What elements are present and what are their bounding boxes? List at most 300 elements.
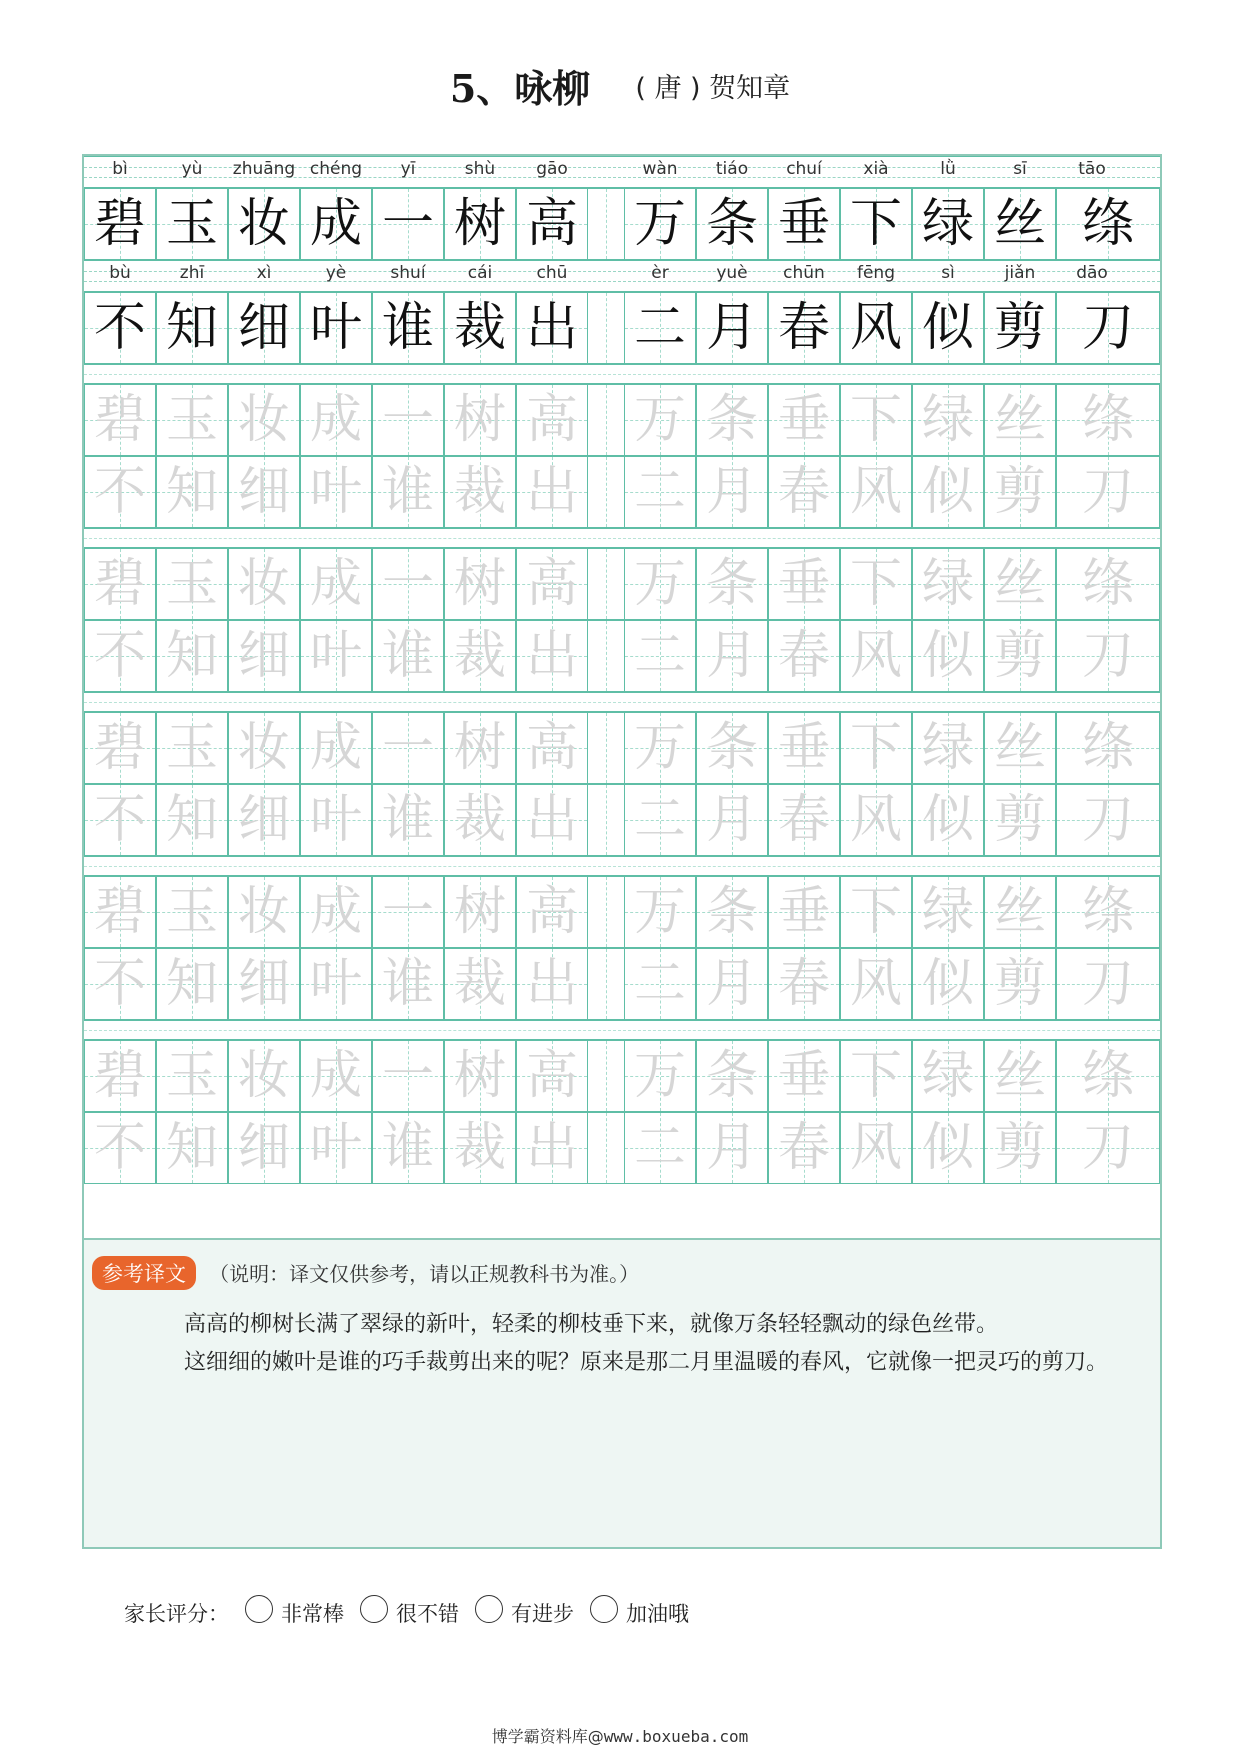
tracing-cell[interactable] [840,784,912,856]
tracing-cell[interactable] [516,876,588,948]
character-cell [444,188,516,260]
character: 二 [633,298,686,358]
character: 绦 [1081,390,1134,450]
grid-gap [588,292,624,364]
tracing-cell[interactable] [84,876,156,948]
tracing-cell[interactable] [228,384,300,456]
character: 条 [705,1046,758,1106]
character: 月 [705,626,758,686]
tracing-cell[interactable] [912,712,984,784]
character: 玉 [165,390,218,450]
grid-spacer [84,692,1160,712]
tracing-row [84,876,1160,948]
tracing-cell[interactable] [768,456,840,528]
character: 垂 [777,390,830,450]
character: 下 [849,1046,902,1106]
character: 细 [237,298,290,358]
character: 高 [525,718,578,778]
tracing-cell[interactable] [156,712,228,784]
character: 碧 [93,554,146,614]
pinyin-syllable: fēng [856,263,895,283]
tracing-cell[interactable] [84,1040,156,1112]
tracing-cell[interactable] [696,876,768,948]
tracing-cell[interactable] [984,548,1056,620]
rating-option-circle[interactable] [360,1595,388,1623]
tracing-cell[interactable] [372,548,444,620]
tracing-cell[interactable] [768,876,840,948]
tracing-cell[interactable] [840,948,912,1020]
tracing-cell[interactable] [84,620,156,692]
character: 高 [525,554,578,614]
character: 不 [93,298,146,358]
tracing-cell[interactable] [444,456,516,528]
tracing-cell[interactable] [228,548,300,620]
tracing-cell[interactable] [984,876,1056,948]
character: 似 [921,1118,974,1178]
tracing-cell[interactable] [228,1040,300,1112]
tracing-cell[interactable] [300,876,372,948]
tracing-cell[interactable] [768,548,840,620]
tracing-cell[interactable] [840,1112,912,1184]
tracing-cell[interactable] [156,948,228,1020]
character: 裁 [453,1118,506,1178]
character: 二 [633,462,686,522]
character-cell [156,188,228,260]
character: 树 [453,194,506,254]
tracing-cell[interactable] [696,548,768,620]
character: 裁 [453,954,506,1014]
tracing-cell[interactable] [984,456,1056,528]
character: 不 [93,790,146,850]
character-cell [768,188,840,260]
character-cell [912,292,984,364]
grid-gap [588,876,624,948]
character: 出 [525,954,578,1014]
character: 万 [633,718,686,778]
rating-option-label: 非常棒 [281,1602,344,1626]
grid-spacer [84,528,1160,548]
grid-gap [588,948,624,1020]
tracing-cell[interactable] [624,948,696,1020]
tracing-cell[interactable] [984,948,1056,1020]
character: 玉 [165,882,218,942]
character: 垂 [777,554,830,614]
tracing-cell[interactable] [984,712,1056,784]
tracing-cell[interactable] [912,384,984,456]
tracing-cell[interactable] [768,384,840,456]
footer-brand: 博学霸资料库@ [491,1727,604,1746]
tracing-cell[interactable] [156,784,228,856]
character: 绦 [1081,194,1134,254]
tracing-cell[interactable] [300,712,372,784]
character: 高 [525,1046,578,1106]
tracing-cell[interactable] [768,712,840,784]
character-cell [84,188,156,260]
tracing-cell[interactable] [624,784,696,856]
tracing-cell[interactable] [516,1112,588,1184]
character: 绿 [921,882,974,942]
tracing-cell[interactable] [444,784,516,856]
character: 二 [633,1118,686,1178]
character: 条 [705,554,758,614]
tracing-cell[interactable] [516,784,588,856]
character: 万 [633,1046,686,1106]
tracing-cell[interactable] [444,548,516,620]
tracing-cell[interactable] [1056,620,1160,692]
tracing-row [84,712,1160,784]
parent-rating [124,1595,689,1631]
pinyin-syllable: chuí [786,159,822,179]
character: 春 [777,790,830,850]
tracing-cell[interactable] [372,712,444,784]
tracing-cell[interactable] [624,1040,696,1112]
tracing-cell[interactable] [372,1040,444,1112]
character: 风 [849,626,902,686]
character: 下 [849,718,902,778]
character: 一 [381,194,434,254]
tracing-cell[interactable] [912,620,984,692]
tracing-cell[interactable] [840,456,912,528]
tracing-cell[interactable] [516,1040,588,1112]
character: 下 [849,554,902,614]
tracing-cell[interactable] [300,948,372,1020]
tracing-row [84,948,1160,1020]
character: 树 [453,1046,506,1106]
character: 出 [525,790,578,850]
character: 万 [633,882,686,942]
tracing-cell[interactable] [912,548,984,620]
tracing-cell[interactable] [1056,876,1160,948]
character: 树 [453,718,506,778]
poem-author: ( 唐 ) 贺知章 [635,73,791,104]
tracing-cell[interactable] [840,712,912,784]
character-cell [912,188,984,260]
pinyin-syllable: xià [863,159,889,179]
tracing-row [84,620,1160,692]
translation-paragraph-2: 这细细的嫩叶是谁的巧手裁剪出来的呢？原来是那二月里温暖的春风，它就像一把灵巧的剪刀。 [184,1350,1109,1375]
character-cell [516,292,588,364]
character: 春 [777,462,830,522]
character: 碧 [93,194,146,254]
tracing-cell[interactable] [912,1040,984,1112]
tracing-cell[interactable] [228,1112,300,1184]
character: 垂 [777,194,830,254]
character: 春 [777,954,830,1014]
tracing-cell[interactable] [624,620,696,692]
tracing-cell[interactable] [912,784,984,856]
character-cell [696,292,768,364]
tracing-row [84,1040,1160,1112]
tracing-row [84,548,1160,620]
character: 成 [309,1046,362,1106]
character: 一 [381,390,434,450]
pinyin-syllable: gāo [536,159,568,179]
poem-title: 5、咏柳 [449,66,591,111]
character: 下 [849,194,902,254]
character: 细 [237,954,290,1014]
pinyin-syllable: tiáo [715,159,749,179]
tracing-cell[interactable] [624,456,696,528]
tracing-cell[interactable] [372,948,444,1020]
tracing-cell[interactable] [912,948,984,1020]
character-cell [84,292,156,364]
character: 春 [777,626,830,686]
character: 剪 [993,298,1046,358]
character: 条 [705,390,758,450]
translation-paragraph-1: 高高的柳树长满了翠绿的新叶，轻柔的柳枝垂下来，就像万条轻轻飘动的绿色丝带。 [184,1312,999,1337]
tracing-cell[interactable] [1056,712,1160,784]
tracing-cell[interactable] [768,620,840,692]
character: 刀 [1081,954,1134,1014]
character: 裁 [453,298,506,358]
rating-option-circle[interactable] [475,1595,503,1623]
tracing-cell[interactable] [228,620,300,692]
tracing-cell[interactable] [696,384,768,456]
character: 树 [453,882,506,942]
grid-gap [588,456,624,528]
tracing-cell[interactable] [768,1040,840,1112]
tracing-cell[interactable] [768,948,840,1020]
tracing-cell[interactable] [624,712,696,784]
character: 绦 [1081,1046,1134,1106]
tracing-cell[interactable] [84,456,156,528]
tracing-cell[interactable] [984,384,1056,456]
tracing-cell[interactable] [696,948,768,1020]
tracing-cell[interactable] [696,1040,768,1112]
tracing-cell[interactable] [228,712,300,784]
character: 似 [921,298,974,358]
rating-option-circle[interactable] [590,1595,618,1623]
tracing-cell[interactable] [624,876,696,948]
footer-site: www.boxueba.com [603,1727,749,1746]
character: 叶 [309,626,362,686]
tracing-cell[interactable] [984,620,1056,692]
pinyin-syllable: tāo [1078,159,1106,179]
pinyin-syllable: bì [112,159,128,179]
tracing-cell[interactable] [696,784,768,856]
character: 一 [381,718,434,778]
tracing-cell[interactable] [516,948,588,1020]
character-cell [372,292,444,364]
rating-option-label: 很不错 [396,1602,459,1626]
character: 叶 [309,954,362,1014]
character: 叶 [309,1118,362,1178]
tracing-cell[interactable] [624,548,696,620]
poem-line-row [84,292,1160,364]
character: 月 [705,1118,758,1178]
tracing-cell[interactable] [228,948,300,1020]
character: 风 [849,790,902,850]
character: 成 [309,390,362,450]
tracing-cell[interactable] [840,548,912,620]
character: 高 [525,390,578,450]
tracing-cell[interactable] [1056,1112,1160,1184]
tracing-cell[interactable] [84,384,156,456]
character: 出 [525,298,578,358]
tracing-cell[interactable] [1056,548,1160,620]
tracing-cell[interactable] [840,1040,912,1112]
pinyin-syllable: yù [181,159,203,179]
tracing-cell[interactable] [228,876,300,948]
character: 叶 [309,790,362,850]
tracing-cell[interactable] [300,620,372,692]
tracing-cell[interactable] [84,784,156,856]
tracing-cell[interactable] [912,456,984,528]
pinyin-syllable: cái [467,263,493,283]
tracing-cell[interactable] [624,384,696,456]
pinyin-syllable: yuè [716,263,748,283]
pinyin-syllable: sī [1013,159,1027,179]
character: 刀 [1081,462,1134,522]
tracing-cell[interactable] [444,620,516,692]
tracing-cell[interactable] [516,620,588,692]
pinyin-syllable: lǜ [940,159,956,179]
tracing-cell[interactable] [912,1112,984,1184]
tracing-cell[interactable] [624,1112,696,1184]
tracing-cell[interactable] [516,712,588,784]
tracing-row [84,384,1160,456]
tracing-cell[interactable] [516,456,588,528]
tracing-cell[interactable] [444,712,516,784]
tracing-cell[interactable] [444,876,516,948]
character: 妆 [237,718,290,778]
character: 绿 [921,1046,974,1106]
character: 似 [921,790,974,850]
tracing-cell[interactable] [372,620,444,692]
tracing-cell[interactable] [156,1112,228,1184]
tracing-cell[interactable] [840,876,912,948]
tracing-cell[interactable] [156,456,228,528]
character-cell [444,292,516,364]
character: 似 [921,626,974,686]
tracing-cell[interactable] [768,784,840,856]
tracing-cell[interactable] [984,1112,1056,1184]
tracing-cell[interactable] [372,1112,444,1184]
tracing-cell[interactable] [300,456,372,528]
character: 刀 [1081,1118,1134,1178]
tracing-cell[interactable] [840,620,912,692]
tracing-cell[interactable] [1056,1040,1160,1112]
tracing-cell[interactable] [516,384,588,456]
character: 高 [525,882,578,942]
tracing-cell[interactable] [372,456,444,528]
tracing-cell[interactable] [156,876,228,948]
character: 不 [93,954,146,1014]
tracing-cell[interactable] [984,1040,1056,1112]
tracing-cell[interactable] [984,784,1056,856]
tracing-cell[interactable] [84,712,156,784]
tracing-cell[interactable] [1056,948,1160,1020]
character: 知 [165,626,218,686]
character: 玉 [165,718,218,778]
tracing-cell[interactable] [372,876,444,948]
tracing-cell[interactable] [1056,456,1160,528]
tracing-cell[interactable] [444,384,516,456]
tracing-cell[interactable] [228,456,300,528]
character: 似 [921,954,974,1014]
grid-gap [588,712,624,784]
tracing-cell[interactable] [1056,384,1160,456]
pinyin-row [84,156,1160,188]
tracing-cell[interactable] [696,456,768,528]
tracing-row [84,784,1160,856]
grid-gap [588,620,624,692]
tracing-cell[interactable] [1056,784,1160,856]
tracing-cell[interactable] [300,548,372,620]
pinyin-syllable: xì [256,263,272,283]
tracing-cell[interactable] [912,876,984,948]
character: 一 [381,554,434,614]
tracing-cell[interactable] [444,948,516,1020]
pinyin-syllable: sì [941,263,955,283]
character: 刀 [1081,626,1134,686]
pinyin-syllable: yè [325,263,347,283]
tracing-cell[interactable] [84,948,156,1020]
tracing-cell[interactable] [300,784,372,856]
tracing-cell[interactable] [300,1112,372,1184]
tracing-cell[interactable] [84,548,156,620]
tracing-cell[interactable] [840,384,912,456]
tracing-cell[interactable] [696,620,768,692]
tracing-cell[interactable] [156,384,228,456]
poem-line-row [84,188,1160,260]
tracing-cell[interactable] [84,1112,156,1184]
character: 细 [237,1118,290,1178]
character: 谁 [381,298,434,358]
tracing-cell[interactable] [696,1112,768,1184]
character: 碧 [93,390,146,450]
rating-option-circle[interactable] [245,1595,273,1623]
character: 玉 [165,1046,218,1106]
character: 垂 [777,718,830,778]
character: 月 [705,462,758,522]
tracing-cell[interactable] [228,784,300,856]
tracing-cell[interactable] [696,712,768,784]
character-cell [624,188,696,260]
tracing-cell[interactable] [444,1112,516,1184]
pinyin-syllable: zhuāng [232,159,296,179]
character: 绿 [921,718,974,778]
character: 春 [777,298,830,358]
character-cell [228,292,300,364]
tracing-cell[interactable] [300,1040,372,1112]
tracing-cell[interactable] [372,784,444,856]
tracing-cell[interactable] [372,384,444,456]
character: 似 [921,462,974,522]
tracing-cell[interactable] [444,1040,516,1112]
character: 二 [633,790,686,850]
rating-option-label: 有进步 [511,1602,574,1626]
tracing-cell[interactable] [300,384,372,456]
character: 刀 [1081,790,1134,850]
tracing-cell[interactable] [156,1040,228,1112]
grid-spacer [84,364,1160,384]
rating-option-label: 加油哦 [626,1602,689,1626]
character: 剪 [993,790,1046,850]
tracing-cell[interactable] [156,548,228,620]
tracing-cell[interactable] [768,1112,840,1184]
character-cell [228,188,300,260]
pinyin-syllable: bù [109,263,131,283]
character: 叶 [309,298,362,358]
character: 不 [93,462,146,522]
character: 一 [381,882,434,942]
tracing-cell[interactable] [156,620,228,692]
character: 条 [705,194,758,254]
character: 丝 [993,554,1046,614]
character: 知 [165,298,218,358]
tracing-cell[interactable] [516,548,588,620]
